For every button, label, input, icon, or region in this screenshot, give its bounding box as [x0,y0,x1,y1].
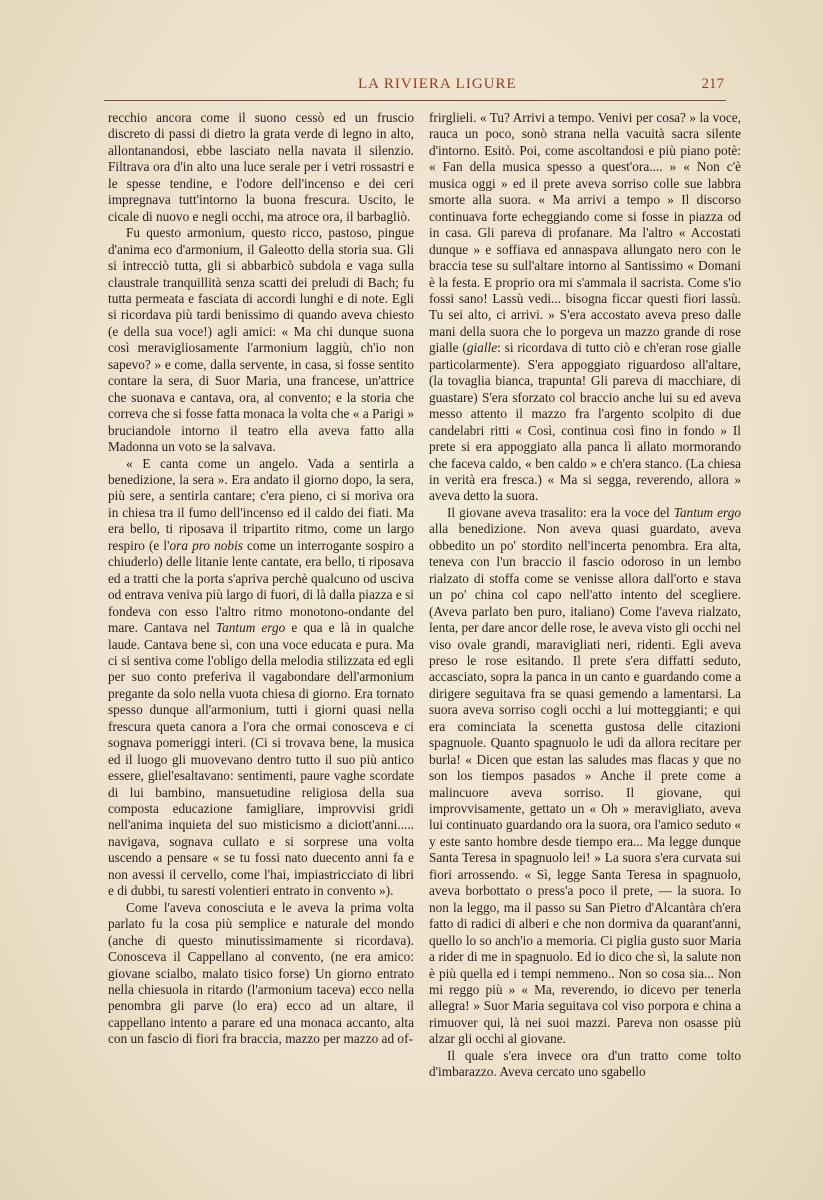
header-rule [104,100,726,101]
text-run: e qua e là in qualche laude. Cantava bene sì, con una voce educata e pura. Ma ci si sentiva come l'obligo della melodia stilizzata ed egli per suo conto preferiva il vagabondare dell'armonium pregante da solo nella vuota chiesa di giorno. Era tornato spesso dunque all'armonium, tutti i giorni quasi nella frescura queta canora a l'ora che ormai conosceva e ci sognava pomeriggi interi. (Ci si trovava bene, la musica ed il luogo gli muovevano dentro tutto il suo più antico essere, gliel'esaltavano: sentimenti, paure vaghe scordate di lui bambino, mansuetudine religiosa della sua composta educazione famigliare, improvvisi gridi nell'anima inquieta del suo misticismo a diciott'anni..... navigava, sognava cullato e si sorprese una volta uscendo a pensare « se tu fossi nato duecento anni fa e non avessi il cervello, come l'hai, impiastricciato di libri e di dubbi, tu saresti volentieri entrato in convento »). [108,620,415,899]
text-run: come un interrogante sospiro a chiuderlo) delle litanie lente cantate, era bello, ti riposava ed a tratti che la porta s'apriva perchè qualcuno od usciva od entrava veniva più largo di fuori, di là dalla piazza e si fondeva con esso l'altro ritmo monotono-ondante del mare. Cantava nel [108,537,414,636]
journal-title: LA RIVIERA LIGURE [358,76,517,92]
text-run: Il giovane aveva trasalito: era la voce del [447,504,674,520]
italic-text: ora pro nobis [169,537,243,553]
page-header [104,76,724,98]
text-run: « E canta come un angelo. Vada a sentirla a benedizione, la sera ». Era andato il giorno dopo, la sera, più sere, a sentirla cantare; c'era pieno, ci si moriva ora in chiesa tra il fumo dell'incenso ed il caldo dei fiati. Ma era bello, ti riposava il tripartito ritmo, come un largo respiro (e l' [108,455,414,553]
paragraph: recchio ancora come il suono cessò ed un fruscio discreto di passi di dietro la grata verde di legno in alto, allontanandosi, ebbe lasciato nella navata il silenzio. Filtrava ora d'in alto una luce serale per i vetri rossastri e le spesse tendine, e l'odore dell'incenso e dei ceri impregnava tutt'intorno la buona frescura. Uscito, le cicale di nuovo e negli occhi, ma atroce ora, il barbagliò. [108,110,414,224]
right-column [429,110,741,1081]
paragraph: Il quale s'era invece ora d'un tratto come tolto d'imbarazzo. Aveva cercato uno sgabello [429,1047,741,1080]
text-run: frirglieli. « Tu? Arrivi a tempo. Venivi per cosa? » la voce, rauca un poco, sonò strana nella vacuità sacra silente d'intorno. Esitò. Poi, come ascoltandosi e più piano potè: « Fan della musica spesso a quest'ora.... » « Non c'è musica oggi » ed il prete aveva sorriso colle sue labbra smorte alla suora. « Ma arrivi a tempo » Il discorso continuava forte echeggiando come si fosse in piazza od in casa. Gli pareva di profanare. Ma l'altro « Accostati dunque » e soffiava ed annaspava allungato nero con le braccia tese su sull'altare intorno al Santissimo « Domani è la festa. E proprio ora mi s'ammala il sacrista. Come s'io fossi sano! Lassù vedi... bisogna ficcar questi fiori lassù. Tu sei alto, ci arrivi. » S'era accostato aveva preso dalle mani della suora che lo porgeva un mazzo grande di rose gialle ( [429,110,741,356]
text-run: : si ricordava di tutto ciò e ch'eran rose gialle particolarmente). S'era appoggiato riguardoso all'altare, (la tovaglia bianca, trapunta! Gli pareva di macchiare, di guastare) S'era sforzato col braccio anche lui su ed aveva messo attento il mazzo fra l'argento scolpito di due candelabri ritti « Così, continua così fino in fondo » Il prete si era appoggiato alla panca lì allato mormorando che faceva caldo, « ben caldo » e ch'era stanco. (La chiesa in verità era fresca.) « Ma si segga, reverendo, allora » aveva detto la suora. [429,340,741,504]
paragraph [429,110,741,505]
paragraph: Fu questo armonium, questo ricco, pastoso, pingue d'anima eco d'armonium, il Galeotto della storia sua. Gli si intrecciò tutta, gli si abbarbicò subdola e vaga sulla claustrale tranquillità senza scatti dei preludi di Bach; fu tutta permeata e fasciata di accordi lunghi e di note. Egli si ricordava più tardi benissimo di quando aveva chiesto (e della sua voce!) agli amici: « Ma chi dunque suona così meravigliosamente l'armonium laggiù, ch'io non sapevo? » e come, dalla servente, in casa, si fosse sentito contare la sera, di Suor Maria, una francese, un'attrice che suonava e cantava, ora, al convento; e la storia che correva che si fosse fatta monaca la volta che « a Parigi » bruciandole intorno il teatro ella aveva fatto alla Madonna un voto se la salvava. [108,225,414,455]
paragraph: Come l'aveva conosciuta e le aveva la prima volta parlato fu la cosa più semplice e naturale del mondo (anche di questo minutissimamente si ricordava). Conosceva il Cappellano al convento, (ne era amico: giovane scialbo, malato tisico forse) Un giorno entrato nella chiesuola in ritardo (l'armonium taceva) ecco nella penombra gli parve (lo era) ecco ad un altare, il cappellano intento a parare ed una monaca accanto, alta con un fascio di fiori fra braccia, mazzo per mazzo ad of- [108,899,414,1047]
paragraph [108,456,414,900]
left-column [108,110,414,1048]
page-number: 217 [701,76,724,92]
italic-text: Tantum ergo [215,620,286,636]
italic-text: Tantum ergo [673,504,741,520]
paragraph [429,505,741,1048]
italic-text: gialle [466,340,498,356]
text-run: alla benedizione. Non aveva quasi guardato, aveva obbedito un po' stordito nell'incerta penombra. Era alta, teneva con l'un braccio il fascio odoroso in un lembo rialzato di stoffa come se venisse allora dall'orto e stava un po' china col capo nell'atto intento del scegliere. (Aveva parlato ben puro, italiano) Come l'aveva rialzato, lenta, per dare ancor delle rose, le aveva visto gli occhi nel viso ovale grandi, maravigliati neri, ridenti. Egli aveva preso le rose esitando. Il prete s'era diffatti seduto, accasciato, sopra la panca in un canto e guardando come a dirigere seguitava fra se quasi gemendo a lamentarsi. La suora aveva sorriso cogli occhi a lui motteggianti; e qui era cominciata la scenetta gustosa delle citazioni spagnuole. Quanto spagnuolo le udì da allora recitare per burla! « Dicen que estan las saludes mas flacas y que no son los tiempos pasados » Anche il prete come a malincuore aveva sorriso. Il giovane, qui improvvisamente, gettato un « Oh » meravigliato, aveva lui continuato guardando ora la suora, ora l'amico seduto « y este santo hombre desde tiempo era... Ma legge dunque Santa Teresa in spagnuolo lei! » La suora s'era curvata sui fiori arrossendo. « Sì, legge Santa Teresa in spagnuolo, aveva borbottato o press'a poco il prete, — la suora. Io non la leggo, ma il passo su San Pietro d'Alcantàra ch'era fatto di radici di alberi e che non dormiva da quarant'anni, quello lo so anch'io a memoria. Ci piglia gusto suor Maria a rider di me in spagnuolo. Ed io dico che sì, la salute non è più quella ed i tempi nemmeno.. Non so cosa sia... Non mi reggo più » « Ma, reverendo, io dicevo per tenerla allegra! » Suor Maria seguitava col viso porpora e china a rimuover qui, là nei suoi mazzi. Pareva non osasse più alzar gli occhi al giovane. [429,521,741,1047]
